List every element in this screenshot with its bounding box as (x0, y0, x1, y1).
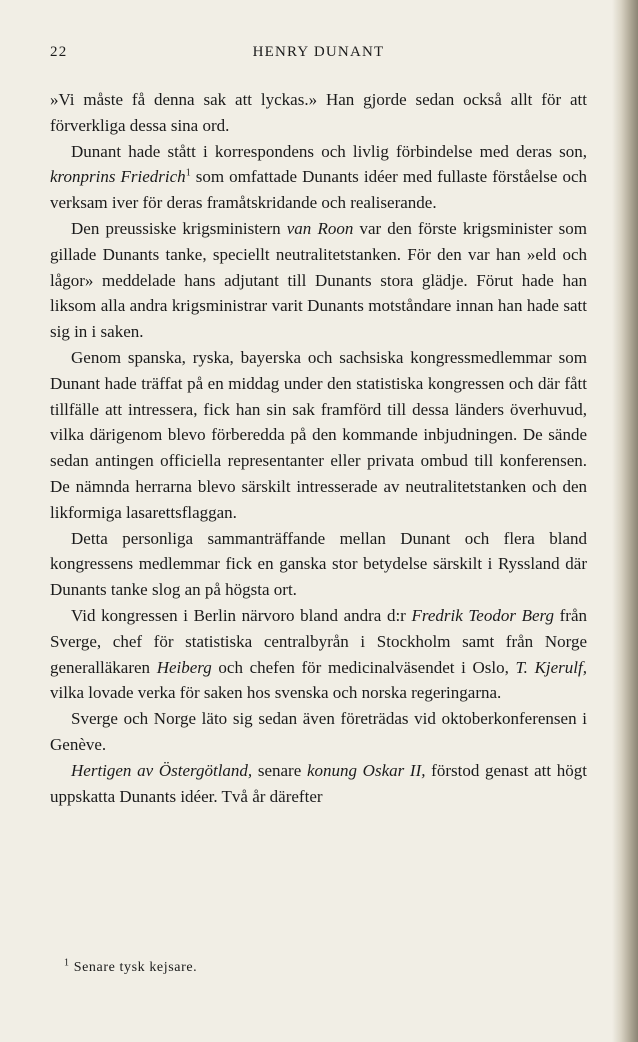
text-run: Sverge och Norge läto sig sedan även företrädas vid oktoberkonferensen i Genève. (50, 709, 587, 754)
text-run: »Vi måste få denna sak att lyckas.» Han gjorde sedan också allt för att förverkliga dessa sina ord. (50, 90, 587, 135)
text-run: Dunant hade stått i korrespondens och livlig förbindelse med deras son, (71, 141, 587, 161)
paragraph (50, 526, 587, 603)
page-spine-shadow (612, 0, 638, 1042)
text-run: som omfattade Dunants idéer med fullaste förståelse och verksam iver för deras framåtskridande och realiserande. (50, 167, 587, 213)
text-run: förstod genast att högt uppskatta Dunants idéer. Två år därefter (50, 760, 587, 806)
paragraph (50, 603, 587, 706)
text-run: Den preussiske krigsministern (71, 218, 287, 238)
paragraph (50, 345, 587, 526)
footnote-marker: 1 (64, 957, 70, 969)
paragraph (50, 758, 587, 810)
running-title: HENRY DUNANT (252, 44, 385, 60)
text-run: Vid kongressen i Berlin närvoro bland andra d:r (71, 605, 412, 625)
footnote-text: Senare tysk kejsare. (69, 960, 198, 975)
text-run: från Sverge, chef för statistiska centralbyrån i Stockholm samt från Norge generalläkaren (50, 605, 587, 677)
italic-name: van Roon (286, 218, 354, 238)
paragraph (50, 216, 587, 345)
text-run: senare (252, 760, 307, 780)
italic-name: T. Kjerulf, (515, 657, 587, 677)
page-number: 22 (50, 44, 68, 60)
text-run: var den förste krigsminister som gillade Dunants tanke, speciellt neutralitetstanken. För den var han »eld och lågor» meddelade hans adjutant till Dunants stora glädje. Förut hade han liksom alla andra krigsministrar varit Dunants motståndare innan han hade satt sig in i saken. (50, 218, 588, 342)
italic-name: Fredrik Teodor Berg (411, 605, 554, 625)
italic-name: Hertigen av Östergötland, (71, 760, 253, 780)
italic-name: konung Oskar II, (306, 760, 426, 780)
italic-name: Heiberg (156, 657, 212, 677)
footnote-reference: 1 (185, 167, 191, 179)
paragraph (50, 87, 587, 139)
text-run: vilka lovade verka för saken hos svenska och norska regeringarna. (50, 683, 502, 703)
text-run: Genom spanska, ryska, bayerska och sachsiska kongressmedlemmar som Dunant hade träffat på en middag under den statistiska kongressen och där fått tillfälle att intressera, fick han sin sak framförd till dessa länders överhuvud, vilka därigenom blevo förberedda på den kommande inbjudningen. De sände sedan antingen officiella representanter eller privata ombud till konferensen. De nämnda herrarna blevo särskilt intresserade av neutralitetstanken och den likformiga lasarettsflaggan. (50, 347, 587, 522)
italic-name: kronprins Friedrich (50, 167, 186, 187)
paragraph (50, 139, 587, 216)
paragraph (50, 706, 587, 758)
text-run: Detta personliga sammanträffande mellan Dunant och flera bland kongressens medlemmar fick en ganska stor betydelse särskilt i Ryssland där Dunants tanke slog an på högsta ort. (50, 528, 587, 600)
book-page (50, 40, 587, 809)
body-text (50, 87, 587, 809)
running-header (50, 40, 587, 70)
footnote (64, 957, 198, 976)
text-run: och chefen för medicinalväsendet i Oslo, (211, 657, 516, 677)
